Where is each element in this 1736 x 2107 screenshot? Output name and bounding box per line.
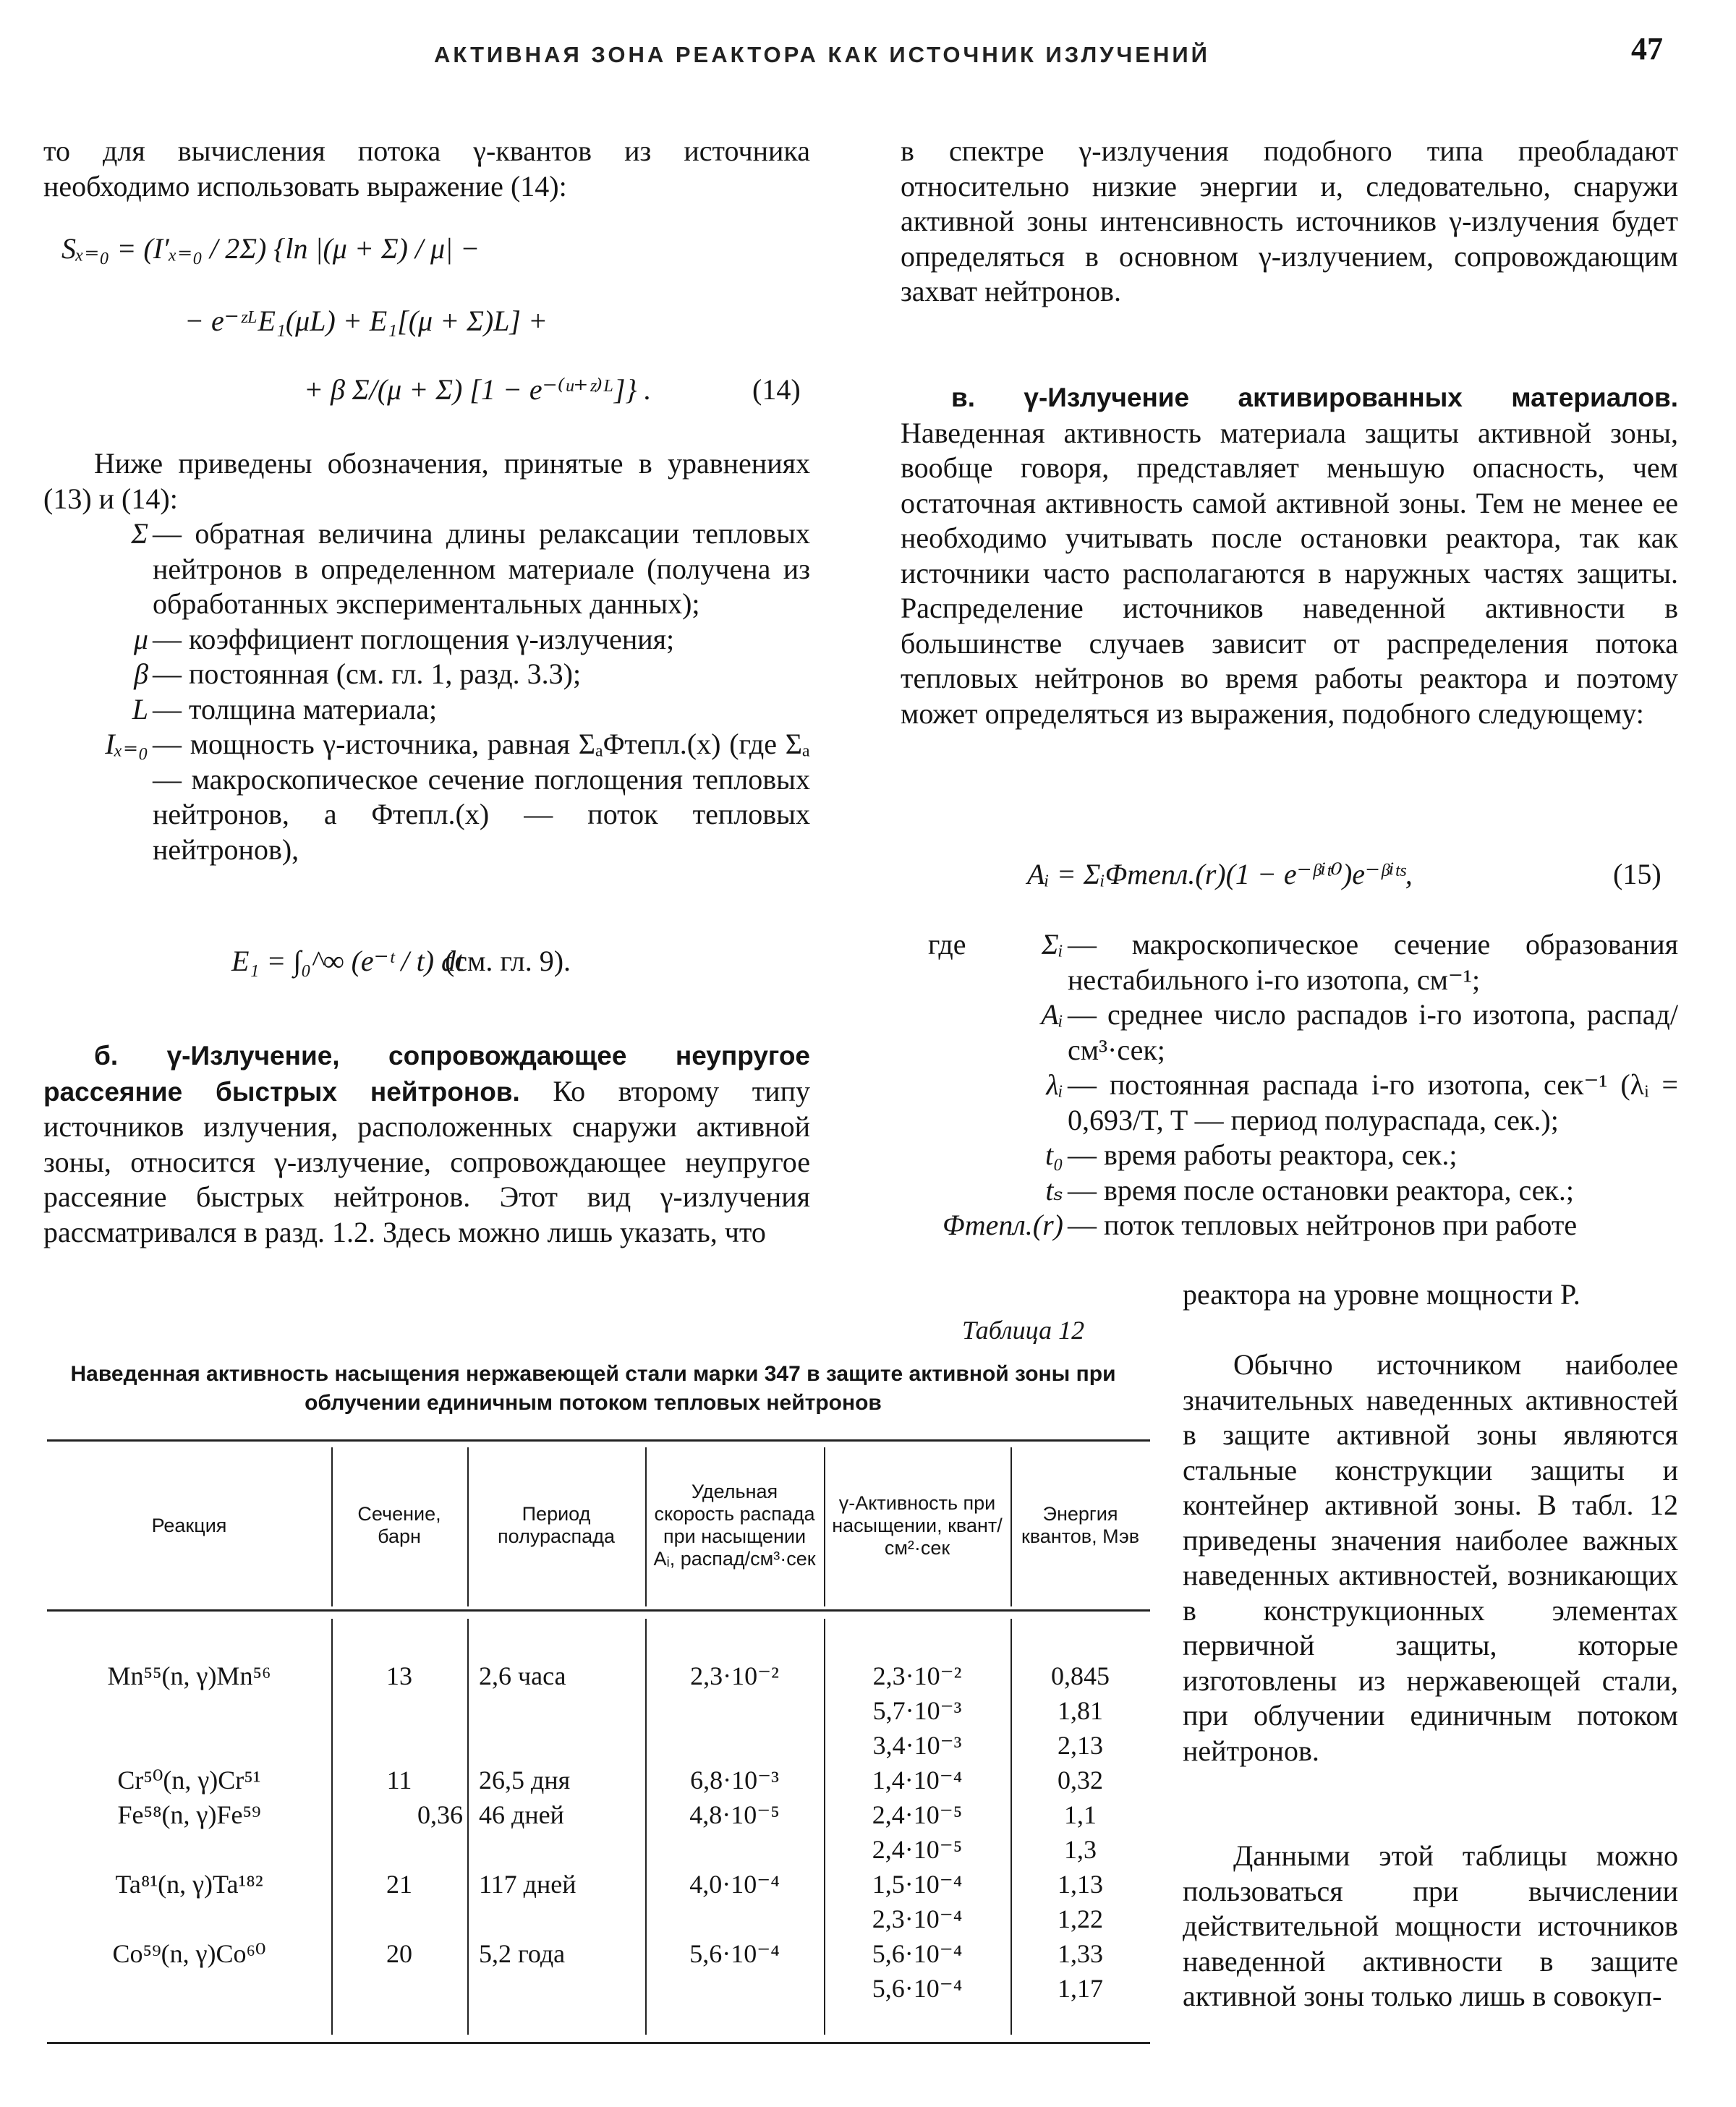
table-cell-activity: 5,6·10⁻⁴ (872, 1974, 963, 2003)
definition-symbol: Σ (131, 517, 148, 550)
table-cell-section: 0,36 (417, 1800, 463, 1829)
table-cell-period: 5,2 года (479, 1939, 566, 1968)
formula-14-number: (14) (752, 373, 801, 406)
table-cell-energy: 2,13 (1058, 1731, 1103, 1760)
right-paragraph-3: Обычно источником наиболее значительных наведенных активностей в защите активной зоны являются стальные конструкции защиты и контейнер активной зоны. В табл. 12 приведены значения наиболее важных наведенных активностей, возникающих в конструкционных элементах первичной защиты, которые изготовлены из нержавеющей стали, при облучении единичным потоком нейтронов. (1183, 1348, 1678, 1767)
table-cell-energy: 0,32 (1058, 1766, 1103, 1795)
where-label: где (928, 928, 966, 961)
table-cell-energy: 1,1 (1064, 1800, 1097, 1829)
column-divider (331, 1447, 333, 1606)
right-definitions (901, 927, 1678, 1243)
right-paragraph-1: в спектре γ-излучения подобного типа преобладают относительно низкие энергии и, следовательно, снаружи активной зоны интенсивность источников γ-излучения будет определяться в основном γ-излучением, сопровождающим захват нейтронов. (901, 135, 1678, 307)
table-cell-period: 117 дней (479, 1870, 576, 1899)
definition-symbol: Σᵢ (1041, 928, 1063, 961)
table-cell-energy: 1,33 (1058, 1939, 1103, 1968)
left-paragraph-3 (43, 1038, 810, 1250)
table-title: Наведенная активность насыщения нержавеющей стали марки 347 в защите активной зоны при облучении единичным потоком тепловых нейтронов (70, 1362, 1116, 1415)
table-cell-activity: 2,3·10⁻² (872, 1661, 962, 1690)
table-cell-activity: 2,4·10⁻⁵ (872, 1835, 963, 1864)
column-divider (1010, 1447, 1012, 1606)
table-cell-energy: 1,13 (1058, 1870, 1103, 1899)
e1-formula: E₁ = ∫₀^∞ (e⁻ᵗ / t) dt (231, 945, 464, 977)
table-cell-reaction: Mn⁵⁵(n, γ)Mn⁵⁶ (107, 1661, 271, 1690)
formula-15: Aᵢ = ΣᵢΦтепл.(r)(1 − e⁻ᵝⁱᵗ⁰)e⁻ᵝⁱᵗˢ, (1027, 858, 1413, 890)
column-divider (645, 1447, 647, 1606)
column-divider (467, 1447, 469, 1606)
section-v-heading: в. γ-Излучение активированных материалов. (951, 383, 1678, 412)
definition-symbol: L (132, 692, 148, 725)
table-cell-section: 13 (386, 1661, 412, 1690)
definition-continuation: реактора на уровне мощности P. (1183, 1278, 1580, 1311)
definition-text: — обратная величина длины релаксации тепловых нейтронов в определенном материале (получена из обработанных экспериментальных данных); (153, 517, 810, 620)
table-cell-period: 46 дней (479, 1800, 564, 1829)
section-b-heading: б. γ-Излучение, сопровождающее неупругое рассеяние быстрых нейтронов. (43, 1041, 810, 1107)
table-cell-activity: 3,4·10⁻³ (872, 1731, 962, 1760)
definition-text: — постоянная (см. гл. 1, разд. 3.3); (153, 657, 582, 690)
column-header: Период полураспада (498, 1503, 615, 1547)
running-title: АКТИВНАЯ ЗОНА РЕАКТОРА КАК ИСТОЧНИК ИЗЛУЧЕНИЙ (434, 42, 1210, 67)
definition-symbol: tₛ (1045, 1173, 1063, 1206)
page-number: 47 (1631, 31, 1663, 67)
table-cell-energy: 1,81 (1058, 1696, 1103, 1725)
table-cell-period: 2,6 часа (479, 1661, 566, 1690)
table-cell-energy: 1,22 (1058, 1904, 1103, 1933)
table-cell-rate: 2,3·10⁻² (690, 1661, 779, 1690)
left-paragraph-1: то для вычисления потока γ-квантов из источника необходимо использовать выражение (14): (43, 135, 810, 203)
table-cell-section: 21 (386, 1870, 412, 1899)
column-divider (824, 1447, 825, 1606)
running-header (0, 31, 1736, 74)
definition-symbol: λᵢ (1046, 1068, 1063, 1101)
definition-text: — время после остановки реактора, сек.; (1068, 1173, 1574, 1206)
table-caption: Таблица 12 (962, 1316, 1085, 1345)
table-cell-activity: 5,7·10⁻³ (872, 1696, 962, 1725)
e1-reference: (см. гл. 9). (445, 945, 571, 977)
definition-symbol: Iₓ₌₀ (105, 728, 148, 760)
section-b-text: Ко второму типу источников излучения, расположенных снаружи активной зоны, относится γ-излучение, сопровождающее неупругое рассеяние быстрых нейтронов. Этот вид γ-излучения рассматривался в разд. 1.2. Здесь можно лишь указать, что (43, 1074, 810, 1248)
table-cell-reaction: Fe⁵⁸(n, γ)Fe⁵⁹ (117, 1800, 261, 1829)
table-cell-activity: 2,4·10⁻⁵ (872, 1800, 963, 1829)
right-paragraph-4: Данными этой таблицы можно пользоваться при вычислении действительной мощности источников наведенной активности в защите активной зоны только лишь в совокуп- (1183, 1839, 1678, 2012)
left-definitions (29, 516, 810, 867)
table-cell-activity: 5,6·10⁻⁴ (872, 1939, 963, 1968)
definition-text: — поток тепловых нейтронов при работе (1068, 1209, 1578, 1241)
definition-text: — среднее число распадов i-го изотопа, распад/см³·сек; (1068, 998, 1678, 1066)
section-v-text: Наведенная активность материала защиты активной зоны, вообще говоря, представляет меньшую опасность, чем остаточная активность самой активной зоны. Тем не менее ее необходимо учитывать после остановки реактора, так как источники часто располагаются в наружных частях защиты. Распределение источников наведенной активности в большинстве случаев зависит от распределения потока тепловых нейтронов во время работы реактора и поэтому может определяться из выражения, подобного следующему: (901, 416, 1678, 730)
column-header: γ-Активность при насыщении, квант/см²·сек (832, 1491, 1003, 1559)
header-divider (47, 1609, 1150, 1612)
table-cell-energy: 1,17 (1058, 1974, 1103, 2003)
definition-symbol: t₀ (1044, 1138, 1063, 1171)
left-paragraph-2: Ниже приведены обозначения, принятые в уравнениях (13) и (14): (43, 447, 810, 515)
definition-symbol: Φтепл.(r) (943, 1209, 1063, 1241)
column-header: Сечение, барн (357, 1503, 441, 1547)
table-cell-rate: 4,0·10⁻⁴ (689, 1870, 780, 1899)
definition-text: — толщина материала; (153, 692, 438, 725)
column-header: Реакция (151, 1514, 227, 1536)
table-cell-rate: 6,8·10⁻³ (690, 1766, 779, 1795)
formula-14-line-3: + β Σ/(μ + Σ) [1 − e⁻⁽ᵘ⁺ᶻ⁾ᴸ]} . (304, 373, 652, 406)
table-cell-activity: 1,5·10⁻⁴ (872, 1870, 963, 1899)
formula-15-number: (15) (1613, 858, 1661, 890)
definition-text: — коэффициент поглощения γ-излучения; (153, 622, 675, 655)
table-cell-reaction: Cr⁵⁰(n, γ)Cr⁵¹ (117, 1766, 261, 1795)
formula-14-line-2: − e⁻ᶻᴸE₁(μL) + E₁[(μ + Σ)L] + (184, 305, 548, 337)
definition-symbol: β (134, 657, 148, 690)
definition-symbol: Aᵢ (1041, 998, 1063, 1031)
table-cell-rate: 5,6·10⁻⁴ (689, 1939, 780, 1968)
definition-text: — макроскопическое сечение образования нестабильного i-го изотопа, см⁻¹; (1068, 928, 1678, 996)
right-paragraph-2 (901, 380, 1678, 731)
table-cell-rate: 4,8·10⁻⁵ (689, 1800, 780, 1829)
table-cell-activity: 2,3·10⁻⁴ (872, 1904, 963, 1933)
table-cell-energy: 1,3 (1064, 1835, 1097, 1864)
formula-14-line-1: Sₓ₌₀ = (I′ₓ₌₀ / 2Σ) {ln |(μ + Σ) / μ| − (61, 232, 480, 265)
definition-symbol: μ (133, 622, 148, 655)
column-header: Энергия квантов, Мэв (1021, 1503, 1140, 1547)
column-divider (467, 1619, 469, 2035)
definition-text: — постоянная распада i-го изотопа, сек⁻¹ (λᵢ = 0,693/T, T — период полураспада, сек.); (1068, 1068, 1678, 1136)
data-table (47, 1439, 1150, 2044)
table-cell-energy: 0,845 (1051, 1661, 1110, 1690)
definition-text: — мощность γ-источника, равная ΣₐΦтепл.(x) (где Σₐ — макроскопическое сечение поглощения тепловых нейтронов, а Φтепл.(x) — поток тепловых нейтронов), (153, 728, 810, 866)
table-cell-section: 20 (386, 1939, 412, 1968)
table-cell-activity: 1,4·10⁻⁴ (872, 1766, 963, 1795)
column-header: Удельная скорость распада при насыщении Aᵢ, распад/см³·сек (653, 1481, 816, 1570)
definition-text: — время работы реактора, сек.; (1068, 1138, 1458, 1171)
table-cell-reaction: Co⁵⁹(n, γ)Co⁶⁰ (112, 1939, 266, 1968)
table-cell-period: 26,5 дня (479, 1766, 571, 1795)
table-cell-section: 11 (386, 1766, 412, 1795)
table-cell-reaction: Ta⁸¹(n, γ)Ta¹⁸² (115, 1870, 263, 1899)
